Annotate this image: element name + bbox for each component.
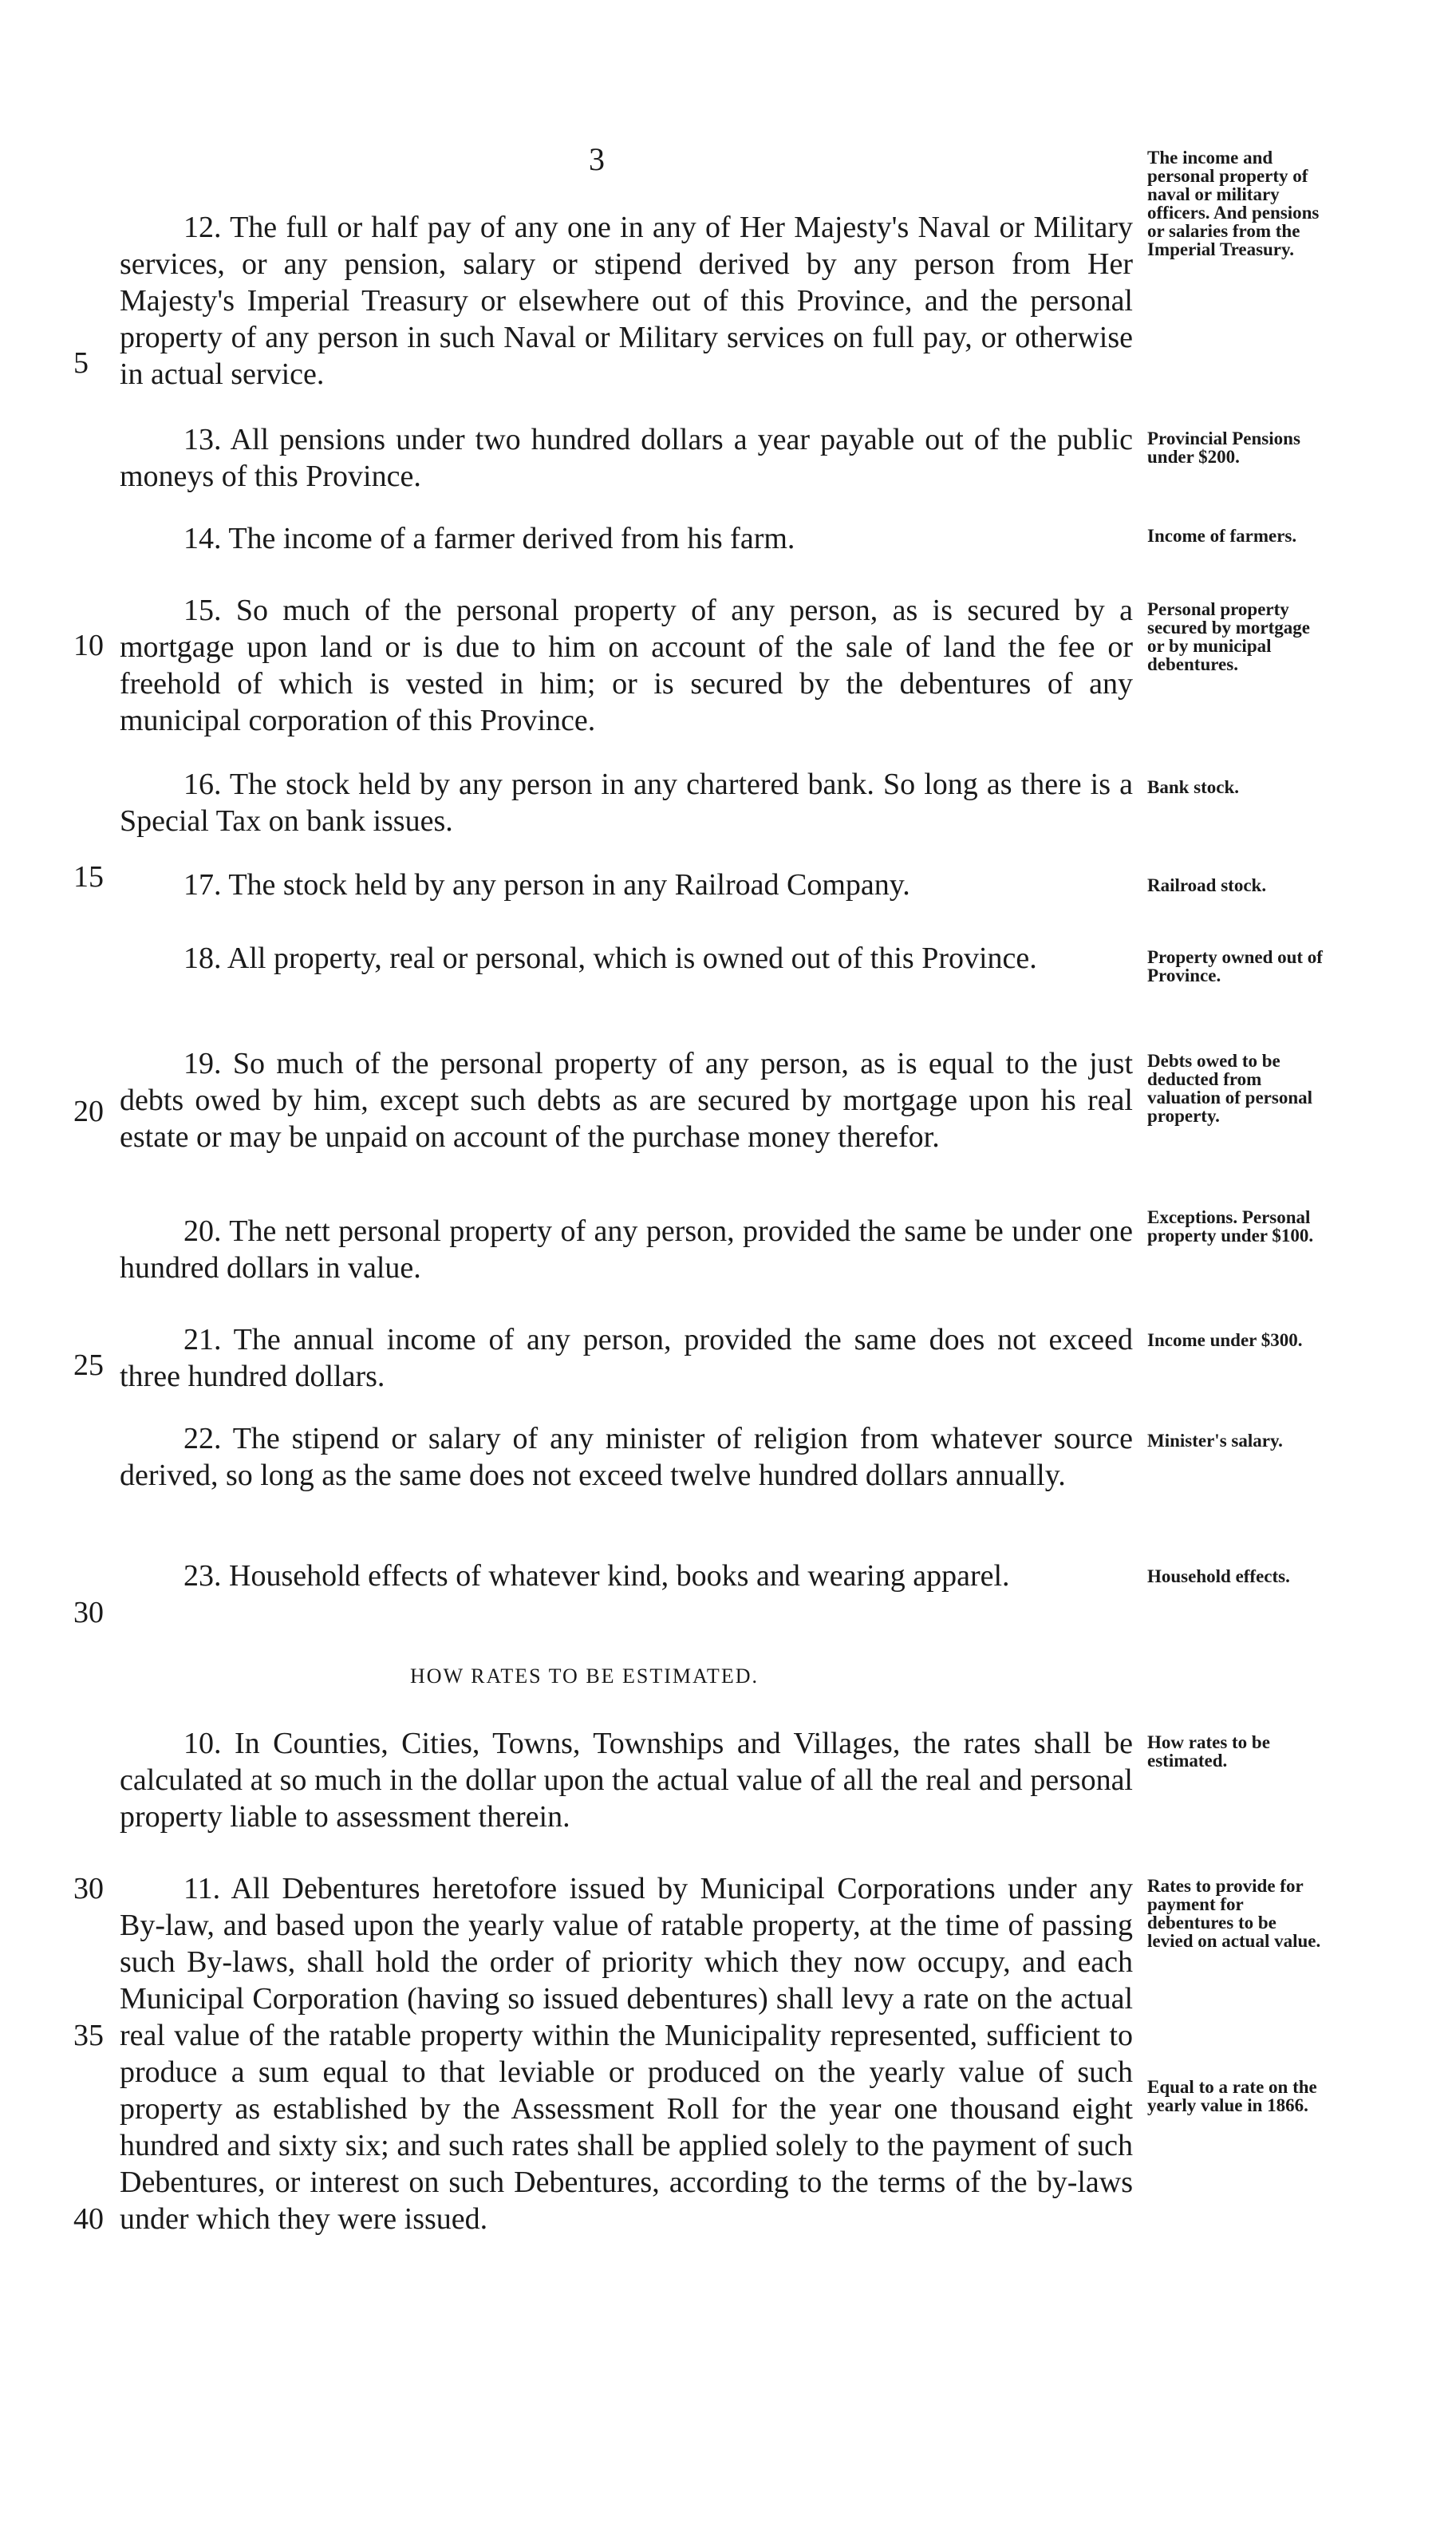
line-number-30b: 30 bbox=[73, 1872, 104, 1905]
section-20-text: 20. The nett personal property of any person, provided the same be under one hundred dollars in value. bbox=[120, 1214, 1133, 1285]
section-17-text: 17. The stock held by any person in any Railroad Company. bbox=[183, 868, 910, 902]
section-13-margin-note: Provincial Pensions under $200. bbox=[1147, 428, 1300, 467]
line-number-25: 25 bbox=[73, 1348, 104, 1382]
line-number-5: 5 bbox=[73, 346, 89, 380]
section-16-text: 16. The stock held by any person in any chartered bank. So long as there is a Special Tax on bank issues. bbox=[120, 768, 1133, 838]
section-16-margin-note: Bank stock. bbox=[1147, 777, 1240, 797]
section-11-margin-note-2: Equal to a rate on the yearly value in 1866. bbox=[1147, 2077, 1317, 2115]
section-21-margin-note: Income under $300. bbox=[1147, 1330, 1303, 1350]
section-10-margin-note: How rates to be estimated. bbox=[1147, 1732, 1270, 1771]
section-21-text: 21. The annual income of any person, provided the same does not exceed three hundred dollars. bbox=[120, 1323, 1133, 1393]
section-heading bbox=[0, 1664, 1456, 1688]
section-18-text: 18. All property, real or personal, which is owned out of this Province. bbox=[183, 942, 1037, 975]
line-number-10: 10 bbox=[73, 629, 104, 662]
line-number-35: 35 bbox=[73, 2019, 104, 2052]
section-11-text: 11. All Debentures heretofore issued by Municipal Corporations under any By-law, and based upon the yearly value of ratable property, at the time of passing such By-laws, shall hold the order of priority which they now occupy, and each Municipal Corporation (having so issued debentures) shall levy a rate on the actual real value of the ratable property within the Municipality represented, sufficient to produce a sum equal to that leviable or produced on the yearly value of such property as established by the Assessment Roll for the year one thousand eight hundred and sixty six; and such rates shall be applied solely to the payment of such Debentures, or interest on such Debentures, according to the terms of the by-laws under which they were issued. bbox=[120, 1872, 1133, 2236]
section-12-text: 12. The full or half pay of any one in any of Her Majesty's Naval or Military services, or any pension, salary or stipend derived by any person from Her Majesty's Imperial Treasury or elsewhere out of this Province, and the personal property of any person in such Naval or Military services on full pay, or otherwise in actual service. bbox=[120, 211, 1133, 391]
section-12-margin-note: The income and personal property of naval or military officers. And pensions or salaries from the Imperial Treasury. bbox=[1147, 148, 1320, 259]
section-23-margin-note: Household effects. bbox=[1147, 1566, 1290, 1586]
section-15-text: 15. So much of the personal property of any person, as is secured by a mortgage upon land or is due to him on account of the sale of land the fee or freehold of which is vested in him; or is secured by the debentures of any municipal corporation of this Province. bbox=[120, 594, 1133, 737]
section-11-margin-note: Rates to provide for payment for debentures to be levied on actual value. bbox=[1147, 1876, 1321, 1951]
section-22-margin-note: Minister's salary. bbox=[1147, 1431, 1283, 1451]
page-number: 3 bbox=[589, 141, 606, 177]
section-22-text: 22. The stipend or salary of any minister of religion from whatever source derived, so long as the same does not exceed twelve hundred dollars annually. bbox=[120, 1422, 1133, 1492]
line-number-30: 30 bbox=[73, 1596, 104, 1629]
section-15-margin-note: Personal property secured by mortgage or by municipal debentures. bbox=[1147, 599, 1310, 674]
section-14-margin-note: Income of farmers. bbox=[1147, 526, 1297, 546]
section-23-text: 23. Household effects of whatever kind, books and wearing apparel. bbox=[183, 1559, 1010, 1593]
line-number-40: 40 bbox=[73, 2202, 104, 2236]
section-13-text: 13. All pensions under two hundred dollars a year payable out of the public moneys of this Province. bbox=[120, 423, 1133, 493]
section-18-margin-note: Property owned out of Province. bbox=[1147, 947, 1323, 985]
section-heading-text: HOW RATES TO BE ESTIMATED. bbox=[410, 1664, 759, 1688]
line-number-20: 20 bbox=[73, 1095, 104, 1128]
section-19-margin-note: Debts owed to be deducted from valuation of personal property. bbox=[1147, 1051, 1313, 1126]
section-19-text: 19. So much of the personal property of any person, as is equal to the just debts owed by him, except such debts as are secured by mortgage upon his real estate or may be unpaid on account of the purchase money therefor. bbox=[120, 1047, 1133, 1154]
section-14-text: 14. The income of a farmer derived from his farm. bbox=[183, 522, 795, 555]
section-20-margin-note: Exceptions. Personal property under $100. bbox=[1147, 1207, 1314, 1246]
section-17-margin-note: Railroad stock. bbox=[1147, 875, 1267, 895]
line-number-15: 15 bbox=[73, 860, 104, 894]
section-10-text: 10. In Counties, Cities, Towns, Townships and Villages, the rates shall be calculated at so much in the dollar upon the actual value of all the real and personal property liable to assessment therein. bbox=[120, 1727, 1133, 1834]
